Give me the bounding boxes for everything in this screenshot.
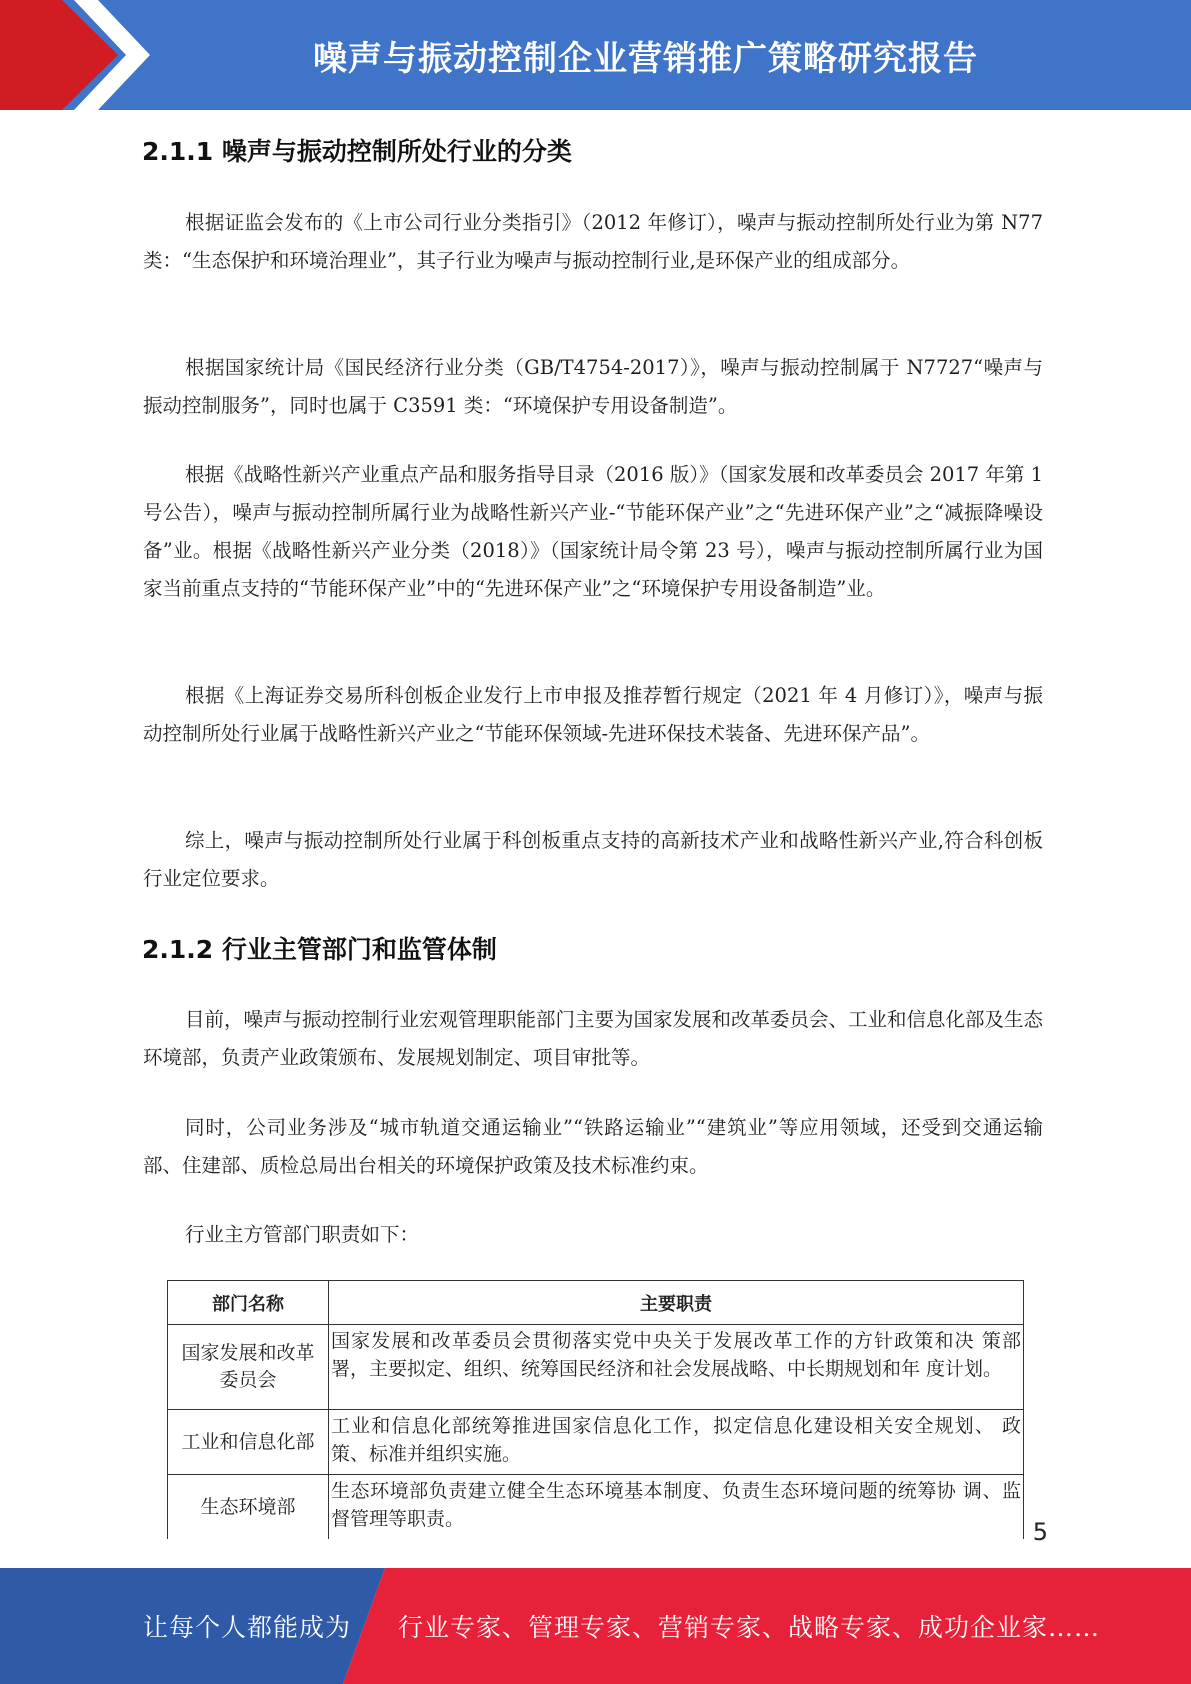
table-row <box>168 1325 1024 1410</box>
column-header-duties: 主要职责 <box>329 1281 1024 1325</box>
paragraph: 目前，噪声与振动控制行业宏观管理职能部门主要为国家发展和改革委员会、工业和信息化部及生态环境部，负责产业政策颁布、发展规划制定、项目审批等。 <box>143 1008 1044 1069</box>
paragraph: 行业主方管部门职责如下： <box>185 1223 420 1246</box>
duty-cell: 工业和信息化部统筹推进国家信息化工作，拟定信息化建设相关安全规划、 政策、标准并组织实施。 <box>329 1410 1024 1475</box>
page-number: 5 <box>1032 1518 1048 1546</box>
duty-cell: 国家发展和改革委员会贯彻落实党中央关于发展改革工作的方针政策和决 策部署，主要拟定、组织、统筹国民经济和社会发展战略、中长期规划和年 度计划。 <box>329 1325 1024 1410</box>
table-header-row <box>168 1281 1024 1325</box>
footer-banner <box>0 1568 1191 1684</box>
paragraph: 根据《上海证券交易所科创板企业发行上市申报及推荐暂行规定（2021 年 4 月修订）》，噪声与振动控制所处行业属于战略性新兴产业之“节能环保领域-先进环保技术装备、先进环保产品”。 <box>143 684 1043 745</box>
department-cell: 工业和信息化部 <box>168 1410 329 1475</box>
paragraph: 根据国家统计局《国民经济行业分类（GB/T4754-2017）》，噪声与振动控制属于 N7727“噪声与振动控制服务”，同时也属于 C3591 类：“环境保护专用设备制造”。 <box>143 356 1043 417</box>
department-cell: 生态环境部 <box>168 1475 329 1540</box>
paragraph: 综上，噪声与振动控制所处行业属于科创板重点支持的高新技术产业和战略性新兴产业,符合科创板行业定位要求。 <box>143 829 1043 890</box>
paragraph: 根据《战略性新兴产业重点产品和服务指导目录（2016 版）》（国家发展和改革委员会 2017 年第 1 号公告），噪声与振动控制所属行业为战略性新兴产业-“节能环保产业”之“先进环保产业”之“减振降噪设备”业。根据《战略性新兴产业分类（2018）》（国家统计局令第 23 号），噪声与振动控制所属行业为国家当前重点支持的“节能环保产业”中的“先进环保产业”之“环境保护专用设备制造”业。 <box>143 463 1043 600</box>
duty-cell: 生态环境部负责建立健全生态环境基本制度、负责生态环境问题的统筹协 调、监督管理等职责。 <box>329 1475 1024 1540</box>
header-banner <box>0 0 1191 110</box>
table-row <box>168 1475 1024 1540</box>
header-arrow-decoration <box>0 0 160 110</box>
document-title: 噪声与振动控制企业营销推广策略研究报告 <box>313 38 978 79</box>
paragraph: 根据证监会发布的《上市公司行业分类指引》（2012 年修订），噪声与振动控制所处行业为第 N77 类：“生态保护和环境治理业”，其子行业为噪声与振动控制行业,是环保产业的组成部分。 <box>143 211 1043 272</box>
paragraph: 同时，公司业务涉及“城市轨道交通运输业”“铁路运输业”“建筑业”等应用领域，还受到交通运输部、住建部、质检总局出台相关的环境保护政策及技术标准约束。 <box>143 1116 1043 1177</box>
column-header-department: 部门名称 <box>168 1281 329 1325</box>
footer-slogan-right: 行业专家、管理专家、营销专家、战略专家、成功企业家…… <box>398 1613 1101 1642</box>
department-cell: 国家发展和改革委员会 <box>168 1325 329 1410</box>
footer-slogan-left: 让每个人都能成为 <box>143 1613 352 1642</box>
section-heading-2-1-1: 2.1.1 噪声与振动控制所处行业的分类 <box>142 137 572 166</box>
department-duties-table <box>167 1280 1024 1539</box>
section-heading-2-1-2: 2.1.2 行业主管部门和监管体制 <box>142 935 497 964</box>
table-row <box>168 1410 1024 1475</box>
